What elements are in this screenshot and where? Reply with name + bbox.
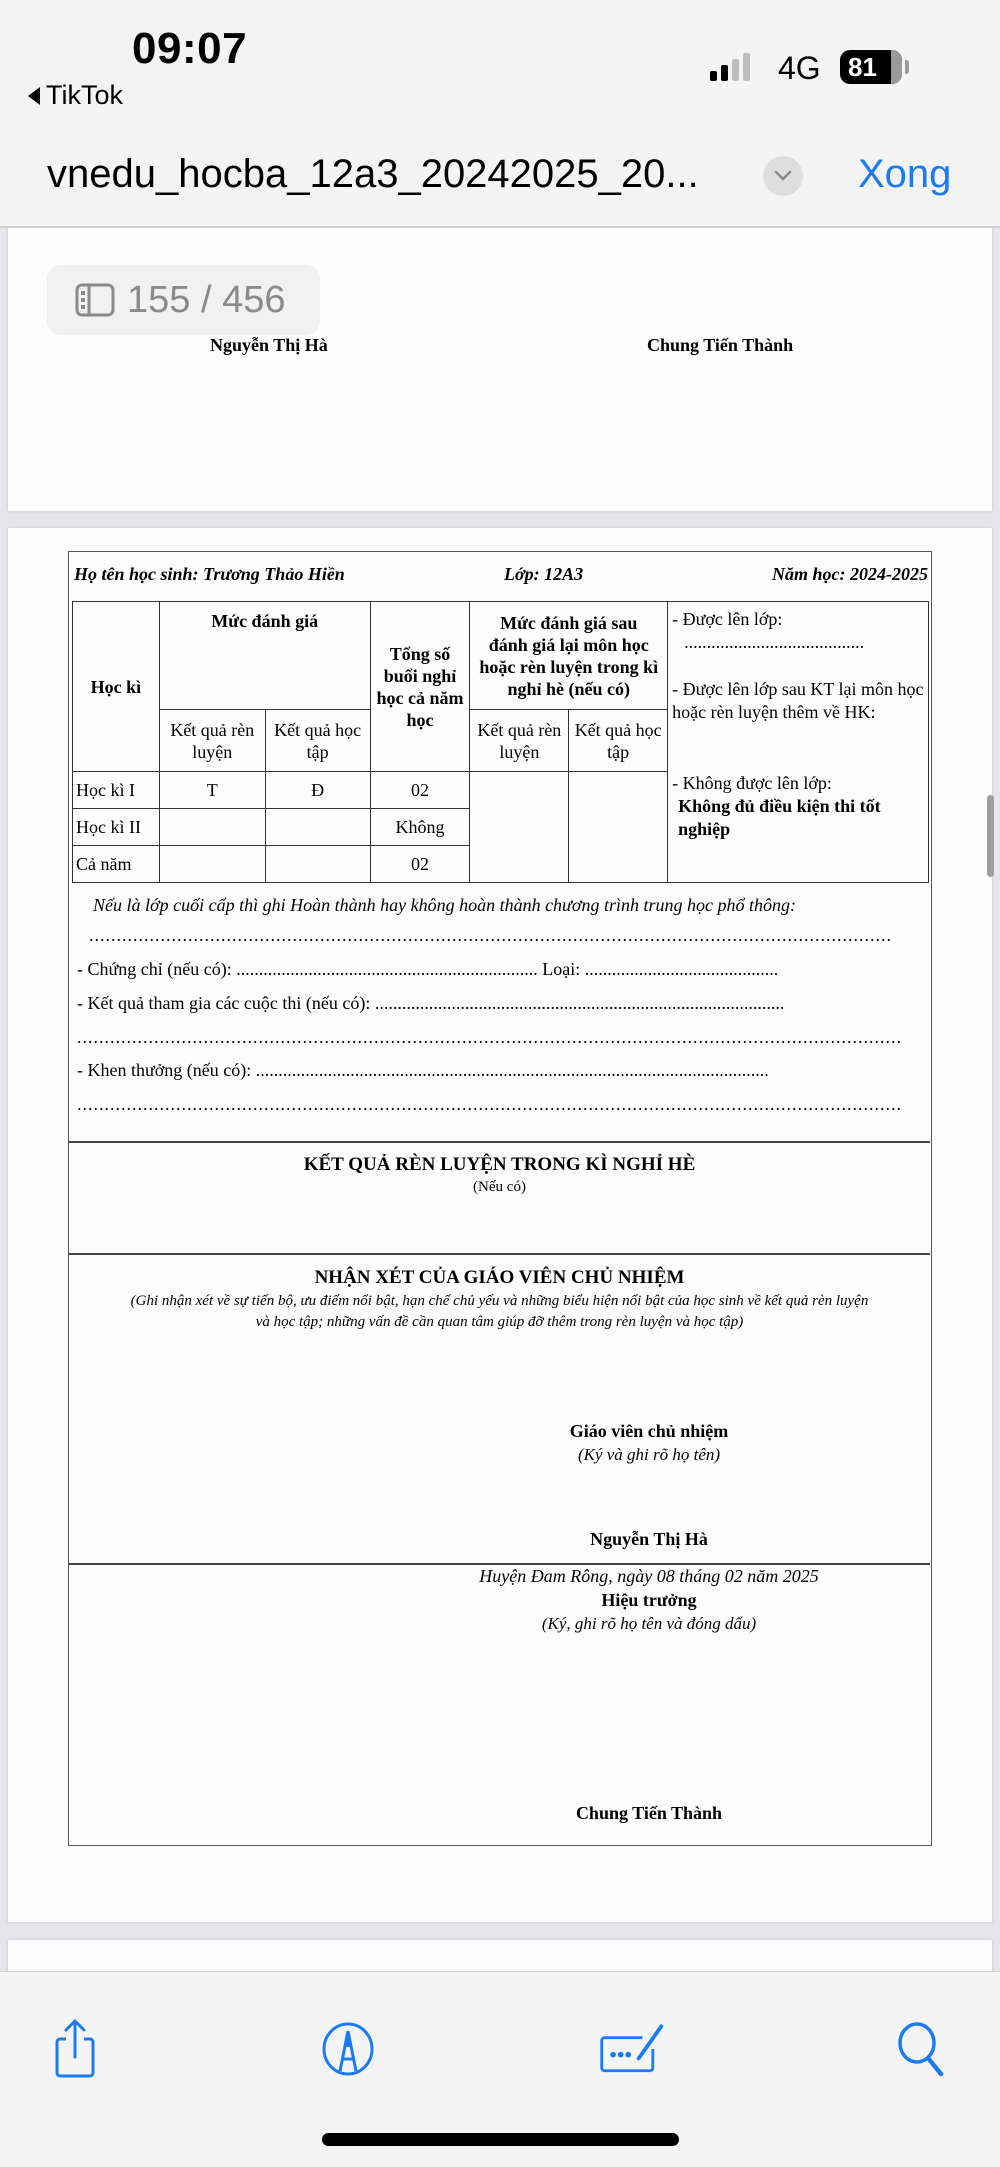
back-to-app-button[interactable] bbox=[28, 80, 123, 111]
note-duoc-len-lop: - Được lên lớp: bbox=[672, 609, 783, 629]
nghi-cell: 02 bbox=[370, 846, 470, 883]
class-name: Lớp: 12A3 bbox=[504, 564, 584, 584]
principal-name: Chung Tiến Thành bbox=[575, 1803, 723, 1823]
prev-page-teacher-name: Nguyễn Thị Hà bbox=[210, 335, 328, 355]
sidebar-thumbnails-icon bbox=[75, 283, 115, 317]
ren-luyen-cell bbox=[159, 809, 265, 846]
section-divider bbox=[69, 1141, 930, 1143]
header-sau-danh-gia-lai: Mức đánh giá sau đánh giá lại môn học hoặc rèn luyện trong kì nghỉ hè (nếu có) bbox=[470, 602, 668, 710]
cuoi-cap-dots: .................................................................................................................................................. bbox=[89, 925, 892, 945]
battery-nub bbox=[905, 60, 909, 74]
section-divider bbox=[69, 1563, 930, 1565]
term-cell: Học kì I bbox=[73, 772, 160, 809]
fill-sign-button[interactable] bbox=[597, 2014, 667, 2084]
page-counter-text: 155 / 456 bbox=[127, 278, 286, 321]
teacher-role-hint: (Ký và ghi rõ họ tên) bbox=[577, 1445, 721, 1464]
student-name: Họ tên học sinh: Trương Thảo Hiền bbox=[74, 564, 345, 584]
teacher-comment-hint-1: (Ghi nhận xét về sự tiến bộ, ưu điểm nổi bật, hạn chế chủ yếu và những biểu hiện nổi bật của học sinh về kết quả rèn luyện bbox=[130, 1293, 869, 1309]
status-time: 09:07 bbox=[132, 24, 248, 73]
ren-luyen-cell bbox=[159, 846, 265, 883]
khen-thuong-dots: ...................................................................................................................................................... bbox=[77, 1094, 902, 1114]
summer-hoc-tap-cell bbox=[569, 772, 668, 883]
form-fill-icon bbox=[597, 2021, 667, 2077]
search-button[interactable] bbox=[888, 2014, 958, 2084]
teacher-name: Nguyễn Thị Hà bbox=[590, 1529, 708, 1549]
sub-ren-luyen-he: Kết quả rèn luyện bbox=[470, 710, 569, 772]
battery-icon bbox=[840, 50, 902, 84]
search-icon bbox=[896, 2021, 950, 2077]
school-year: Năm học: 2024-2025 bbox=[772, 564, 928, 584]
hoc-tap-cell bbox=[265, 846, 370, 883]
principal-role-hint: (Ký, ghi rõ họ tên và đóng dấu) bbox=[541, 1614, 757, 1633]
hoc-tap-cell bbox=[265, 809, 370, 846]
summer-section-title: KẾT QUẢ RÈN LUYỆN TRONG KÌ NGHỈ HÈ bbox=[303, 1154, 696, 1175]
note-khong-len-lop-reason: Không đủ điều kiện thi tốt nghiệp bbox=[678, 796, 881, 839]
summer-ren-luyen-cell bbox=[470, 772, 569, 883]
markup-pen-icon bbox=[320, 2021, 376, 2077]
back-app-label: TikTok bbox=[46, 80, 124, 110]
student-record-form bbox=[68, 551, 932, 1846]
teacher-comment-hint-2: và học tập; những vấn đề cần quan tâm giúp đỡ thêm trong rèn luyện và học tập) bbox=[255, 1314, 744, 1330]
back-triangle-icon bbox=[28, 87, 40, 105]
grades-table bbox=[72, 601, 929, 883]
summer-section-subtitle: (Nếu có) bbox=[473, 1179, 526, 1195]
sub-ren-luyen: Kết quả rèn luyện bbox=[159, 710, 265, 772]
share-icon bbox=[50, 2019, 100, 2079]
header-muc-danh-gia: Mức đánh giá bbox=[159, 602, 370, 710]
done-button[interactable]: Xong bbox=[858, 152, 952, 196]
network-type: 4G bbox=[778, 50, 821, 86]
document-title[interactable]: vnedu_hocba_12a3_20242025_20... bbox=[47, 152, 699, 196]
share-button[interactable] bbox=[40, 2014, 110, 2084]
term-cell: Học kì II bbox=[73, 809, 160, 846]
nghi-cell: 02 bbox=[370, 772, 470, 809]
note-khong-len-lop: - Không được lên lớp: bbox=[672, 773, 832, 793]
chevron-down-icon bbox=[774, 170, 792, 182]
cuoi-cap-label: Nếu là lớp cuối cấp thì ghi Hoàn thành hay không hoàn thành chương trình trung học phổ thông: bbox=[93, 895, 796, 915]
section-divider bbox=[69, 1253, 930, 1255]
ren-luyen-cell: T bbox=[159, 772, 265, 809]
sub-hoc-tap: Kết quả học tập bbox=[265, 710, 370, 772]
principal-role: Hiệu trưởng bbox=[601, 1590, 697, 1610]
chung-chi-line: - Chứng chỉ (nếu có): ................................................................... Loại: ........................................... bbox=[77, 959, 779, 979]
sub-hoc-tap-he: Kết quả học tập bbox=[569, 710, 668, 772]
place-date: Huyện Đam Rông, ngày 08 tháng 02 năm 2025 bbox=[479, 1566, 819, 1586]
header-hoc-ki: Học kì bbox=[73, 602, 160, 772]
nghi-cell: Không bbox=[370, 809, 470, 846]
prev-page-principal-name: Chung Tiến Thành bbox=[647, 335, 794, 355]
term-cell: Cả năm bbox=[73, 846, 160, 883]
khen-thuong-line: - Khen thưởng (nếu có): .................................................................................................................. bbox=[77, 1060, 769, 1080]
teacher-role: Giáo viên chủ nhiệm bbox=[569, 1421, 729, 1441]
header-tong-so-buoi-nghi: Tổng số buổi nghỉ học cả năm học bbox=[370, 602, 470, 772]
promotion-notes bbox=[668, 602, 929, 883]
pdf-page-next bbox=[8, 1940, 992, 1971]
page-counter[interactable] bbox=[47, 265, 320, 335]
cuoc-thi-dots: ...................................................................................................................................................... bbox=[77, 1027, 902, 1047]
battery-level: 81 bbox=[848, 51, 877, 82]
markup-button[interactable] bbox=[313, 2014, 383, 2084]
home-indicator[interactable] bbox=[322, 2133, 679, 2146]
teacher-comment-title: NHẬN XÉT CỦA GIÁO VIÊN CHỦ NHIỆM bbox=[314, 1267, 685, 1288]
cuoc-thi-line: - Kết quả tham gia các cuộc thi (nếu có): ........................................................................................... bbox=[77, 993, 785, 1013]
title-menu-button[interactable] bbox=[763, 156, 803, 196]
hoc-tap-cell: Đ bbox=[265, 772, 370, 809]
note-duoc-len-lop-dots: ........................................ bbox=[684, 632, 865, 652]
vertical-scrollbar[interactable] bbox=[987, 795, 994, 877]
cellular-signal-icon bbox=[710, 53, 750, 81]
note-sau-kt: - Được lên lớp sau KT lại môn học hoặc rèn luyện thêm về HK: bbox=[672, 679, 924, 722]
